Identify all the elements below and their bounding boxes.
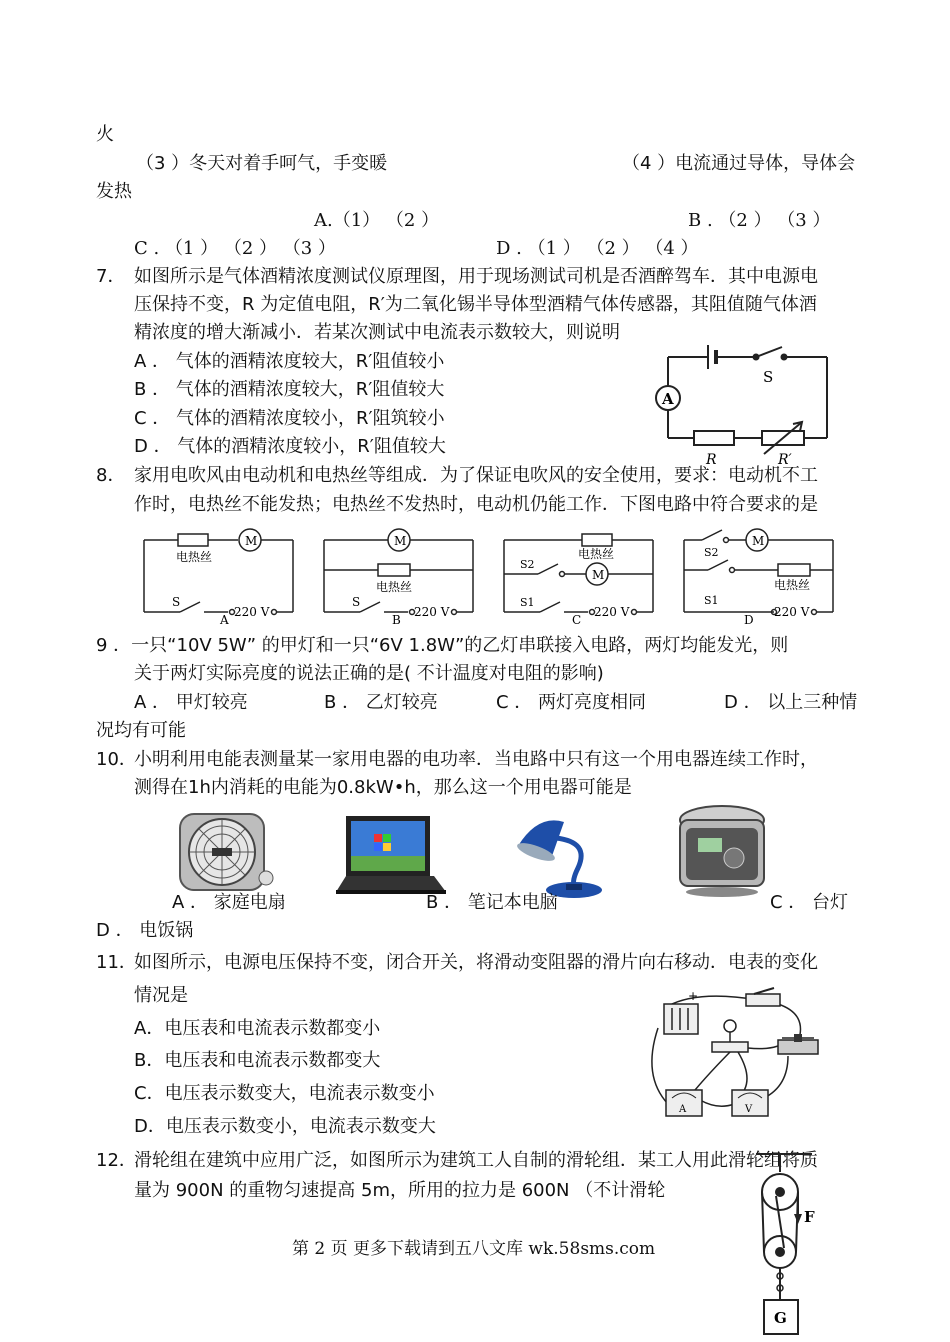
page-footer: 第 2 页 更多下载请到五八文库 wk.58sms.com: [292, 1239, 656, 1259]
q8a-motor-label: M: [245, 534, 258, 548]
q10-stem-line-1: 小明利用电能表测量某一家用电器的电功率．当电路中只有这一个用电器连续工作时，: [134, 749, 818, 770]
q11-number: 11．: [96, 952, 137, 973]
q7-option-a: A ． 气体的酒精浓度较大，R′阻值较小: [134, 351, 445, 372]
laptop-image: [334, 814, 448, 896]
q8c-heater-label: 电热丝: [578, 547, 615, 561]
q12-stem-line-2: 量为 900N 的重物匀速提高 5m，所用的拉力是 600N （不计滑轮: [134, 1180, 666, 1201]
desk-lamp-image: [512, 808, 608, 900]
q9-stem-line-2: 关于两灯实际亮度的说法正确的是( 不计温度对电阻的影响): [134, 663, 604, 684]
q11-voltmeter-label: V: [745, 1104, 753, 1115]
q9-option-c: C ． 两灯亮度相同: [496, 692, 647, 713]
q8d-motor-label: M: [752, 534, 765, 548]
q10-option-d: D ． 电饭锅: [96, 920, 194, 941]
q6-option-b: B . （2 ） （3 ）: [688, 210, 831, 231]
q9-stem-line-1: 9 ．一只“10V 5W” 的甲灯和一只“6V 1.8W”的乙灯串联接入电路，两灯均能发光，则: [96, 635, 789, 656]
q12-pulley-system: [752, 1150, 832, 1340]
q7-stem-line-2: 压保持不变，R 为定值电阻，R′为二氧化锡半导体型酒精气体传感器，其阻值随气体酒: [134, 294, 817, 315]
electric-fan-image: [176, 812, 276, 894]
q8c-switch-s2-label: S2: [520, 558, 535, 571]
q8d-switch-s2-label: S2: [704, 546, 719, 559]
q8b-option-label: B: [392, 613, 401, 626]
q8c-option-label: C: [572, 613, 582, 626]
q8-stem-line-1: 家用电吹风由电动机和电热丝等组成．为了保证电吹风的安全使用，要求：电动机不工: [134, 465, 818, 486]
q8-circuit-b: [318, 526, 480, 626]
q7-sensor-label: R′: [778, 452, 792, 465]
q10-option-a: A ． 家庭电扇: [172, 892, 286, 913]
q12-number: 12．: [96, 1150, 137, 1171]
q8-number: 8．: [96, 465, 126, 486]
q9-option-a: A ． 甲灯较亮: [134, 692, 248, 713]
q8b-heater-label: 电热丝: [376, 580, 413, 594]
q8a-voltage-label: 220 V: [234, 605, 270, 619]
q10-number: 10．: [96, 749, 137, 770]
q8b-switch-label: S: [352, 595, 361, 609]
q8c-motor-label: M: [592, 568, 605, 582]
q7-switch-label: S: [763, 368, 774, 386]
q10-stem-line-2: 测得在1h内消耗的电能为0.8kW•h，那么这一个用电器可能是: [134, 777, 632, 798]
q7-option-d: D ． 气体的酒精浓度较小，R′阻值较大: [134, 436, 446, 457]
q7-stem-line-1: 如图所示是气体酒精浓度测试仪原理图，用于现场测试司机是否酒醉驾车．其中电源电: [134, 266, 818, 287]
text-fragment-fire: 火: [96, 124, 114, 145]
q8a-heater-label: 电热丝: [176, 550, 213, 564]
q6-option-a: A.（1） （2 ）: [314, 210, 440, 231]
q8d-option-label: D: [744, 613, 754, 626]
q11-option-c: C．电压表示数变大，电流表示数变小: [134, 1083, 435, 1104]
q9-option-d: D ． 以上三种情: [724, 692, 858, 713]
q9-option-d-continued: 况均有可能: [96, 720, 186, 741]
q8b-voltage-label: 220 V: [414, 605, 450, 619]
q10-option-c: C ． 台灯: [770, 892, 849, 913]
svg-text:+: +: [688, 989, 699, 1003]
q8c-switch-s1-label: S1: [520, 596, 535, 609]
q11-option-b: B．电压表和电流表示数都变大: [134, 1050, 381, 1071]
q8a-option-label: A: [220, 613, 229, 626]
q11-stem-line-2: 情况是: [134, 985, 188, 1006]
q11-stem-line-1: 如图所示，电源电压保持不变，闭合开关，将滑动变阻器的滑片向右移动．电表的变化: [134, 952, 818, 973]
q8a-switch-label: S: [172, 595, 181, 609]
q8-stem-line-2: 作时，电热丝不能发热；电热丝不发热时，电动机仍能工作．下图电路中符合要求的是: [134, 494, 818, 515]
q7-stem-line-3: 精浓度的增大渐减小．若某次测试中电流表示数较大，则说明: [134, 322, 620, 343]
q6-item-3: （3 ）冬天对着手呵气，手变暖: [136, 153, 388, 174]
q7-option-b: B ． 气体的酒精浓度较大，R′阻值较大: [134, 379, 445, 400]
q7-ammeter-label: A: [662, 390, 674, 408]
q12-weight-label: G: [774, 1309, 787, 1327]
q8-circuit-a: [138, 526, 300, 626]
q6-item-4-continued: 发热: [96, 181, 132, 202]
q8d-switch-s1-label: S1: [704, 594, 719, 607]
q8d-voltage-label: 220 V: [774, 605, 810, 619]
q12-force-label: F: [804, 1208, 815, 1226]
q8-circuit-c: [498, 526, 660, 626]
q8d-heater-label: 电热丝: [774, 578, 811, 592]
q8b-motor-label: M: [394, 534, 407, 548]
q11-physical-circuit: [638, 986, 830, 1124]
q6-option-c: C . （1 ） （2 ） （3 ）: [134, 238, 336, 259]
q7-option-c: C ． 气体的酒精浓度较小，R′阻筑较小: [134, 408, 445, 429]
q8-circuit-d: [678, 526, 840, 626]
q6-item-4: （4 ）电流通过导体，导体会: [622, 153, 856, 174]
q11-option-d: D．电压表示数变小，电流表示数变大: [134, 1116, 436, 1137]
q7-number: 7．: [96, 266, 126, 287]
q6-option-d: D . （1 ） （2 ） （4 ）: [496, 238, 699, 259]
q11-option-a: A．电压表和电流表示数都变小: [134, 1018, 381, 1039]
q8c-voltage-label: 220 V: [594, 605, 630, 619]
q9-option-b: B ． 乙灯较亮: [324, 692, 438, 713]
q10-option-b: B ． 笔记本电脑: [426, 892, 558, 913]
q7-circuit-diagram: [650, 340, 835, 465]
rice-cooker-image: [676, 800, 772, 898]
q11-ammeter-label: A: [679, 1104, 687, 1115]
q7-resistor-label: R: [706, 452, 717, 465]
q12-stem-line-1: 滑轮组在建筑中应用广泛，如图所示为建筑工人自制的滑轮组．某工人用此滑轮组将质: [134, 1150, 818, 1171]
